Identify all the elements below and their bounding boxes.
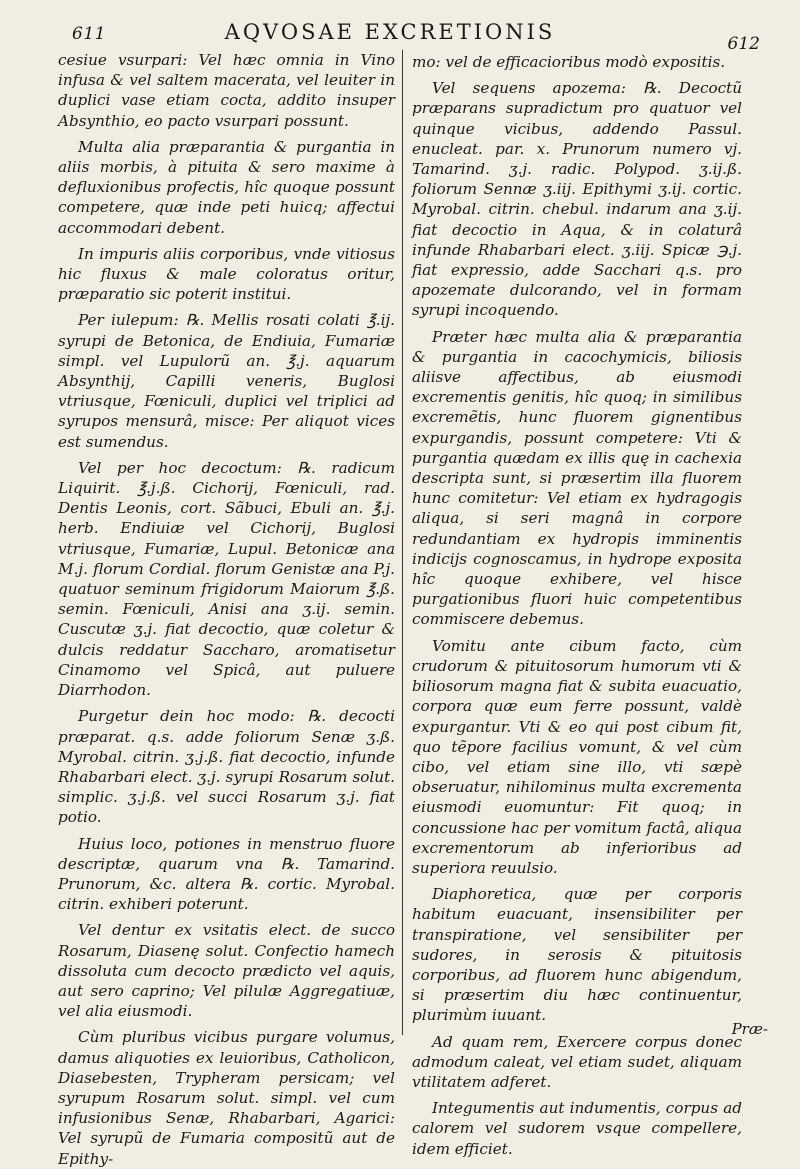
left-column (58, 50, 395, 1168)
paragraph: In impuris aliis corporibus, vnde vitiosus hic fluxus & male coloratus oritur, præparatio sic poterit institui. (58, 244, 395, 304)
paragraph: Vel per hoc decoctum: ℞. radicum Liquirit. ℥.j.ß. Cichorij, Fœniculi, rad. Dentis Leonis, cort. Sãbuci, Ebuli an. ℥.j. herb. Endiuiæ vel Cichorij, Buglosi vtriusque, Fumariæ, Lupul. Betonicæ ana M.j. florum Cordial. florum Genistæ ana P.j. quatuor seminum frigidorum Maiorum ℥.ß. semin. Fœniculi, Anisi ana ʒ.ij. semin. Cuscutæ ʒ.j. fiat decoctio, quæ coletur & dulcis reddatur Saccharo, aromatisetur Cinamomo vel Spicâ, aut puluere Diarrhodon. (58, 458, 395, 700)
paragraph: Vel dentur ex vsitatis elect. de succo Rosarum, Diasenę solut. Confectio hamech dissoluta cum decocto prædicto vel aquis, aut sero caprino; Vel pilulæ Aggregatiuæ, vel alia eiusmodi. (58, 921, 395, 1021)
page-title: AQVOSAE EXCRETIONIS (224, 20, 556, 44)
paragraph: cesiue vsurpari: Vel hæc omnia in Vino infusa & vel saltem macerata, vel leuiter in duplici vase etiam cocta, addito insuper Absynthio, eo pacto vsurpari possunt. (58, 51, 395, 130)
paragraph: Diaphoretica, quæ per corporis habitum euacuant, insensibiliter per transpiratione, vel sensibiliter per sudores, in serosis & pituitosis corporibus, ad fluorem hunc abigendum, si præsertim diu hæc continuentur, plurimùm iuuant. (412, 885, 742, 1025)
right-column (412, 52, 742, 1158)
page-number-right: 612 (727, 34, 760, 54)
paragraph: Vel sequens apozema: ℞. Decoctũ præparans supradictum pro quatuor vel quinque vicibus, addendo Passul. enucleat. par. x. Prunorum numero vj. Tamarind. ʒ.j. radic. Polypod. ʒ.ij.ß. foliorum Sennæ ʒ.iij. Epithymi ʒ.ij. cortic. Myrobal. citrin. chebul. indarum ana ʒ.ij. fiat decoctio in Aqua, & in colaturâ infunde Rhabarbari elect. ʒ.iij. Spicæ ℈.j. fiat expressio, adde Sacchari q.s. pro apozemate dulcorando, vel in formam syrupi incoquendo. (412, 79, 742, 320)
paragraph: mo: vel de efficacioribus modò expositis. (412, 53, 726, 71)
paragraph: Per iulepum: ℞. Mellis rosati colati ℥.ij. syrupi de Betonica, de Endiuia, Fumariæ simpl. vel Lupulorũ an. ℥.j. aquarum Absynthij, Capilli veneris, Buglosi vtriusque, Fœniculi, duplici vel triplici ad syrupos mensurâ, misce: Per aliquot vices est sumendus. (58, 311, 395, 451)
column-divider (402, 50, 403, 1035)
paragraph: Integumentis aut indumentis, corpus ad calorem vel sudorem vsque compellere, idem efficiet. (412, 1099, 742, 1158)
paragraph: Huius loco, potiones in menstruo fluore descriptæ, quarum vna ℞. Tamarind. Prunorum, &c. altera ℞. cortic. Myrobal. citrin. exhiberi poterunt. (58, 834, 395, 914)
page-number-left: 611 (72, 24, 106, 44)
paragraph: Vomitu ante cibum facto, cùm crudorum & pituitosorum humorum vti & biliosorum magna fiat & subita euacuatio, corpora quæ eum ferre possunt, valdè expurgantur. Vti & eo qui post cibum fit, quo tẽpore facilius vomunt, & vel cùm cibo, vel etiam sine illo, vti sæpè obseruatur, nihilominus multa excrementa eiusmodi euomuntur: Fit quoq; in concussione hac per vomitum factâ, aliqua excrementorum ab inferioribus ad superiora reuulsio. (412, 636, 742, 877)
paragraph: Multa alia præparantia & purgantia in aliis morbis, à pituita & sero maxime à defluxionibus profectis, hîc quoque possunt competere, quæ inde peti huicq; affectui accommodari debent. (58, 137, 395, 237)
paragraph: Ad quam rem, Exercere corpus donec admodum caleat, vel etiam sudet, aliquam vtilitatem adferet. (412, 1032, 742, 1091)
paragraph: Purgetur dein hoc modo: ℞. decocti præparat. q.s. adde foliorum Senæ ʒ.ß. Myrobal. citrin. ʒ.j.ß. fiat decoctio, infunde Rhabarbari elect. ʒ.j. syrupi Rosarum solut. simplic. ʒ.j.ß. vel succi Rosarum ʒ.j. fiat potio. (58, 707, 395, 827)
running-head (0, 20, 800, 54)
paragraph: Præter hæc multa alia & præparantia & purgantia in cacochymicis, biliosis aliisve affectibus, ab eiusmodi excrementis genitis, hîc quoq; in similibus excremẽtis, hunc fluorem gignentibus expurgandis, possunt competere: Vti & purgantia quædam ex illis quę in cachexia descripta sunt, si præsertim illa fluorem hunc comitetur: Vel etiam ex hydragogis aliqua, si seri magnâ in corpore redundantiam ex hydropis imminentis indicijs cognoscamus, in hydrope exposita hîc quoque exhibere, vel hisce purgationibus fluori huic competentibus commiscere debemus. (412, 327, 742, 629)
catchword: Præ- (731, 1020, 768, 1038)
paragraph: Cùm pluribus vicibus purgare volumus, damus aliquoties ex leuioribus, Catholicon, Diasebesten, Trypheram persicam; vel syrupum Rosarum solut. simpl. vel cum infusionibus Senæ, Rhabarbari, Agarici: Vel syrupũ de Fumaria compositũ aut de Epithy- (58, 1028, 395, 1168)
